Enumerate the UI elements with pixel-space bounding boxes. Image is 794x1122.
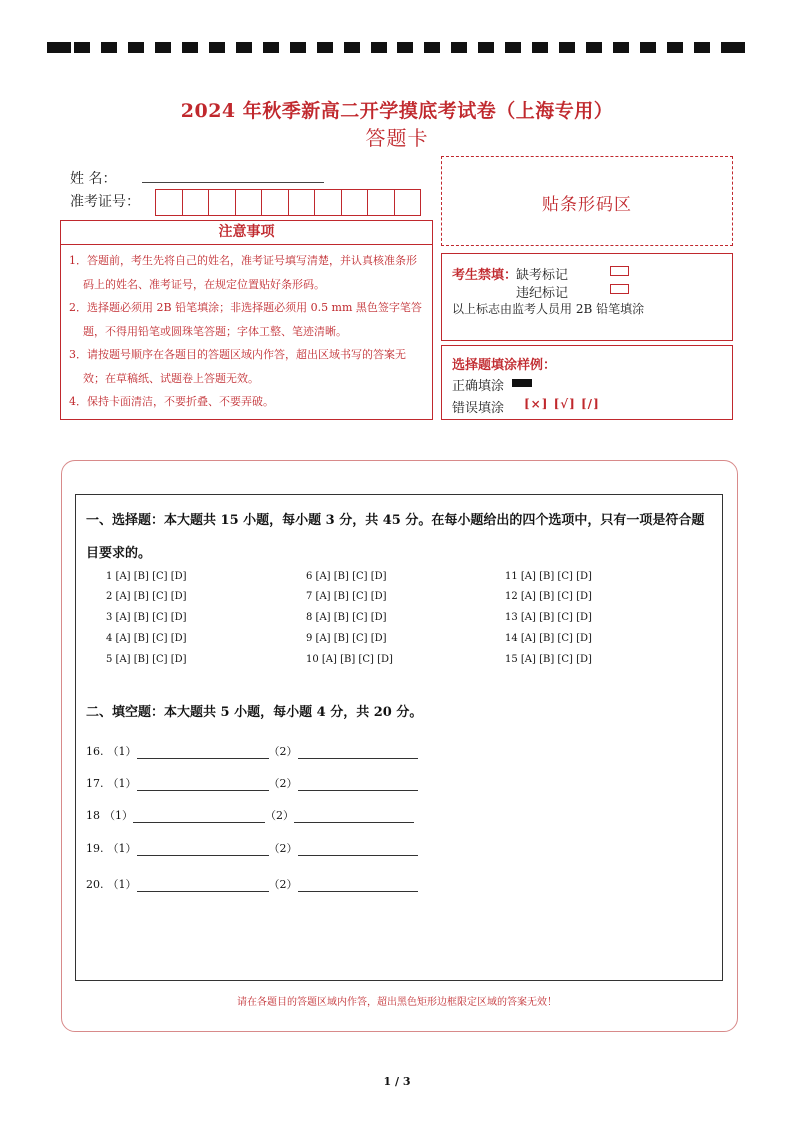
timing-mark <box>74 42 90 53</box>
barcode-label: 贴条形码区 <box>542 195 632 215</box>
answer-line[interactable] <box>298 778 418 791</box>
timing-mark <box>371 42 387 53</box>
timing-mark <box>478 42 494 53</box>
choice-question[interactable]: 8 [A] [B] [C] [D] <box>306 612 387 623</box>
choice-question[interactable]: 14 [A] [B] [C] [D] <box>505 633 592 644</box>
timing-mark <box>47 42 71 53</box>
fill-blank-row <box>86 840 418 856</box>
wrong-fill-samples: [×] [√] [/] <box>524 397 600 411</box>
timing-mark <box>505 42 521 53</box>
id-digit-box[interactable] <box>209 190 236 215</box>
blank-1-label: （1） <box>107 777 137 790</box>
answer-line[interactable] <box>298 746 418 759</box>
absent-mark-box[interactable] <box>610 266 629 276</box>
id-digit-box[interactable] <box>262 190 289 215</box>
id-digit-box[interactable] <box>395 190 421 215</box>
choice-question[interactable]: 4 [A] [B] [C] [D] <box>106 633 187 644</box>
answer-line[interactable] <box>137 778 269 791</box>
note-item: 4．保持卡面清洁，不要折叠、不要弄破。 <box>69 395 274 408</box>
answer-line[interactable] <box>137 746 269 759</box>
timing-mark <box>640 42 656 53</box>
timing-mark <box>128 42 144 53</box>
choice-question[interactable]: 3 [A] [B] [C] [D] <box>106 612 187 623</box>
timing-mark <box>667 42 683 53</box>
blank-2-label: （2） <box>265 809 294 822</box>
timing-mark <box>182 42 198 53</box>
answer-line[interactable] <box>298 879 418 892</box>
timing-mark <box>263 42 279 53</box>
note-item: 3．请按题号顺序在各题目的答题区域内作答，超出区域书写的答案无效；在草稿纸、试题卷上答题无效。 <box>69 348 406 385</box>
timing-mark <box>290 42 306 53</box>
choice-question[interactable]: 7 [A] [B] [C] [D] <box>306 591 387 602</box>
choice-question[interactable]: 6 [A] [B] [C] [D] <box>306 571 387 582</box>
choice-question[interactable]: 1 [A] [B] [C] [D] <box>106 571 187 582</box>
answer-line[interactable] <box>294 810 414 823</box>
answer-line[interactable] <box>137 843 269 856</box>
choice-question[interactable]: 10 [A] [B] [C] [D] <box>306 654 393 665</box>
examiner-only-title: 考生禁填： <box>452 268 518 283</box>
blank-2-label: （2） <box>268 745 298 758</box>
id-digit-box[interactable] <box>289 190 316 215</box>
timing-mark <box>532 42 548 53</box>
section2-title: 二、填空题：本大题共 5 小题，每小题 4 分，共 20 分。 <box>86 705 423 720</box>
timing-mark <box>397 42 413 53</box>
question-number: 19. <box>86 842 104 855</box>
note-item: 1．答题前，考生先将自己的姓名，准考证号填写清楚，并认真核准条形码上的姓名、准考证号，在规定位置贴好条形码。 <box>69 254 417 291</box>
timing-mark <box>721 42 745 53</box>
blank-2-label: （2） <box>268 777 298 790</box>
name-field[interactable] <box>142 182 324 183</box>
barcode-area <box>441 156 733 246</box>
name-label: 姓 名： <box>70 171 117 187</box>
timing-marks <box>47 42 745 54</box>
fill-blank-row <box>86 775 418 791</box>
id-digit-box[interactable] <box>342 190 369 215</box>
timing-mark <box>613 42 629 53</box>
blank-1-label: （1） <box>107 745 137 758</box>
question-number: 17. <box>86 777 104 790</box>
question-number: 20. <box>86 878 104 891</box>
id-label: 准考证号： <box>70 194 140 210</box>
id-number-boxes[interactable] <box>155 189 421 216</box>
blank-1-label: （1） <box>107 842 137 855</box>
choice-question[interactable]: 12 [A] [B] [C] [D] <box>505 591 592 602</box>
absent-mark-label: 缺考标记 <box>516 268 569 283</box>
timing-mark <box>101 42 117 53</box>
blank-2-label: （2） <box>268 842 298 855</box>
page-subtitle: 答题卡 <box>365 126 429 150</box>
answer-line[interactable] <box>133 810 265 823</box>
timing-mark <box>155 42 171 53</box>
id-digit-box[interactable] <box>315 190 342 215</box>
timing-mark <box>236 42 252 53</box>
timing-mark <box>209 42 225 53</box>
blank-1-label: （1） <box>104 809 133 822</box>
choice-question[interactable]: 5 [A] [B] [C] [D] <box>106 654 187 665</box>
id-digit-box[interactable] <box>236 190 263 215</box>
answer-line[interactable] <box>298 843 418 856</box>
id-digit-box[interactable] <box>183 190 210 215</box>
note-item: 2．选择题必须用 2B 铅笔填涂；非选择题必须用 0.5 mm 黑色签字笔答题，不得用铅笔或圆珠笔答题；字体工整、笔迹清晰。 <box>69 301 422 338</box>
correct-fill-label: 正确填涂 <box>452 379 505 394</box>
choice-question[interactable]: 11 [A] [B] [C] [D] <box>505 571 592 582</box>
question-number: 18 <box>86 809 100 822</box>
choice-question[interactable]: 13 [A] [B] [C] [D] <box>505 612 592 623</box>
blank-1-label: （1） <box>107 878 137 891</box>
timing-mark <box>451 42 467 53</box>
page-title: 2024 年秋季新高二开学摸底考试卷（上海专用） <box>180 100 614 122</box>
fill-blank-row <box>86 743 418 759</box>
examiner-only-panel <box>441 253 733 341</box>
timing-mark <box>559 42 575 53</box>
notes-title: 注意事项 <box>61 221 432 245</box>
correct-fill-sample <box>512 379 532 387</box>
timing-mark <box>424 42 440 53</box>
timing-mark <box>586 42 602 53</box>
fill-blank-row <box>86 807 414 823</box>
wrong-fill-label: 错误填涂 <box>452 401 505 416</box>
timing-mark <box>694 42 710 53</box>
page-number: 1 / 3 <box>383 1075 411 1088</box>
choice-question[interactable]: 9 [A] [B] [C] [D] <box>306 633 387 644</box>
blank-2-label: （2） <box>268 878 298 891</box>
id-digit-box[interactable] <box>156 190 183 215</box>
section1-title: 一、选择题：本大题共 15 小题，每小题 3 分，共 45 分。在每小题给出的四个选项中，只有一项是符合题目要求的。 <box>86 513 705 561</box>
timing-mark <box>317 42 333 53</box>
question-number: 16. <box>86 745 104 758</box>
timing-mark <box>344 42 360 53</box>
choice-question[interactable]: 2 [A] [B] [C] [D] <box>106 591 187 602</box>
answer-area-warning: 请在各题目的答题区域内作答，超出黑色矩形边框限定区域的答案无效！ <box>237 997 557 1008</box>
notes-panel <box>60 220 433 420</box>
fill-example-title: 选择题填涂样例： <box>452 358 557 373</box>
examiner-note: 以上标志由监考人员用 2B 铅笔填涂 <box>452 302 645 316</box>
fill-example-panel <box>441 345 733 420</box>
violation-mark-label: 违纪标记 <box>516 286 569 301</box>
choice-question[interactable]: 15 [A] [B] [C] [D] <box>505 654 592 665</box>
id-digit-box[interactable] <box>368 190 395 215</box>
fill-blank-row <box>86 876 418 892</box>
violation-mark-box[interactable] <box>610 284 629 294</box>
answer-line[interactable] <box>137 879 269 892</box>
